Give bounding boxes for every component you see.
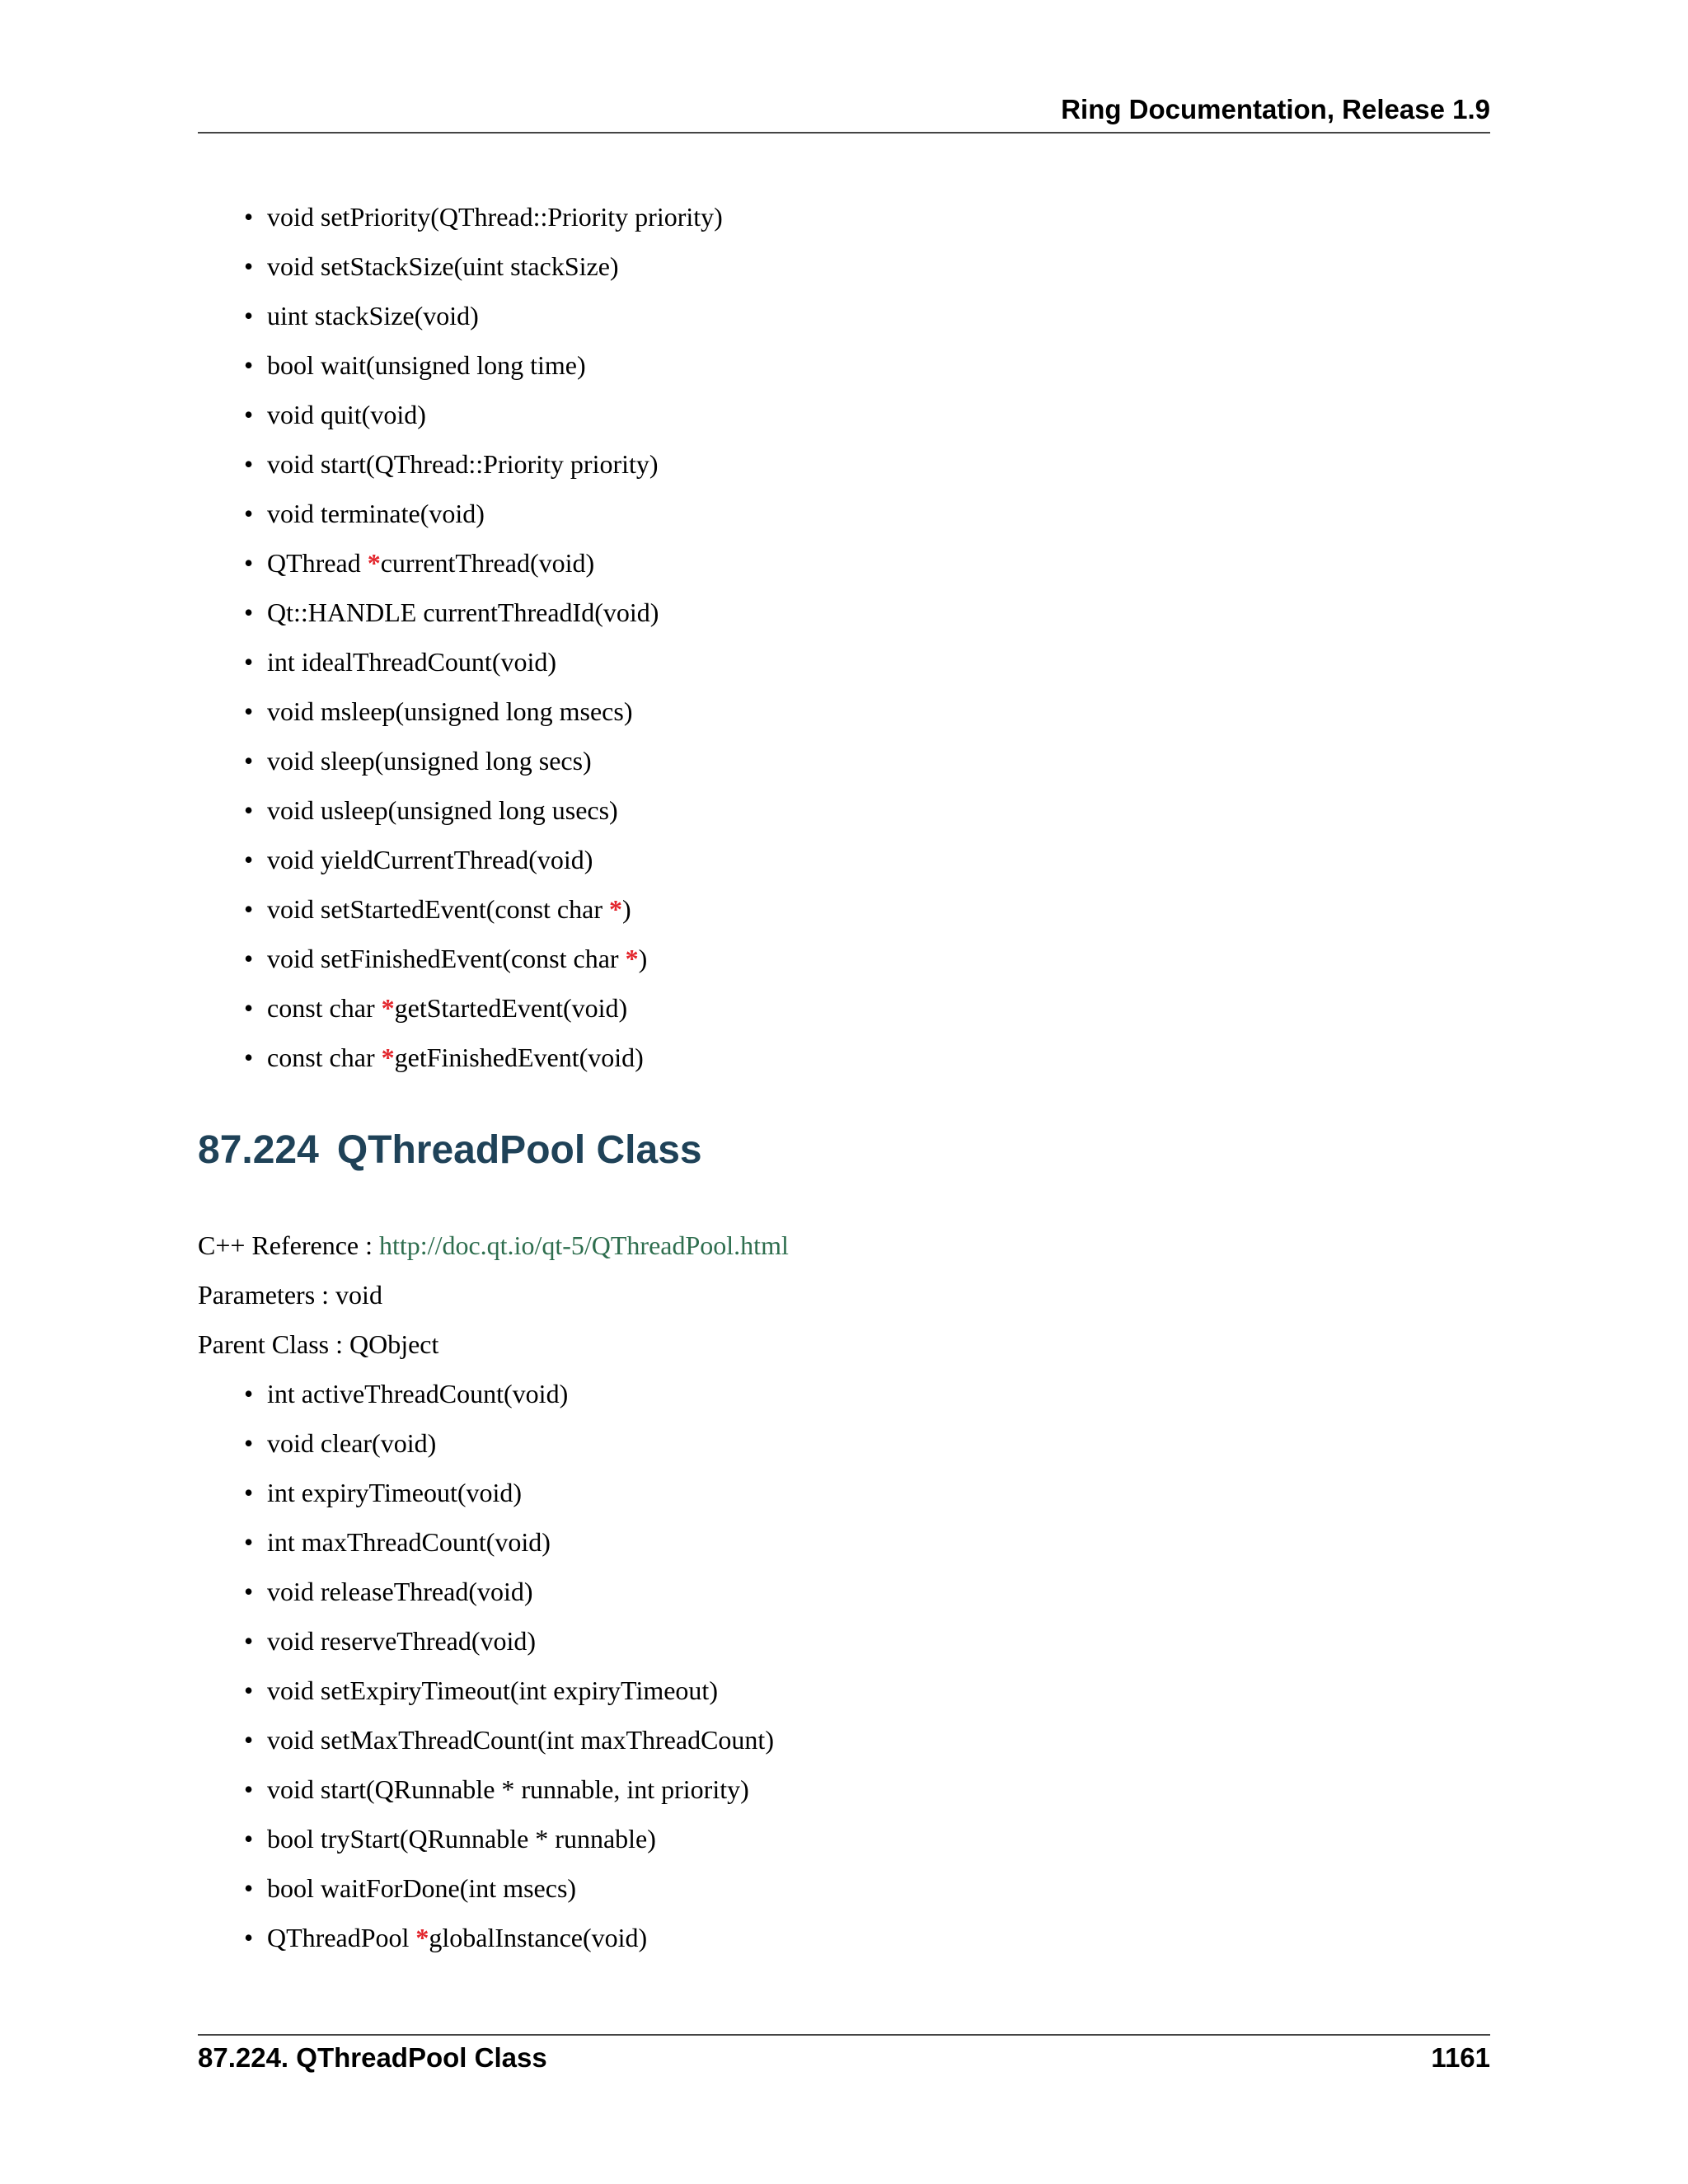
list-item: • bool wait(unsigned long time): [198, 346, 723, 396]
list-item: • void setStackSize(uint stackSize): [198, 247, 723, 297]
section-title: QThreadPool Class: [336, 1128, 702, 1172]
list-item: • void releaseThread(void): [198, 1572, 774, 1622]
bullet-icon: •: [244, 301, 254, 330]
section-heading: [198, 1127, 702, 1173]
list-item: • void quit(void): [198, 396, 723, 445]
list-item: • void yieldCurrentThread(void): [198, 841, 723, 890]
list-item: • void setFinishedEvent(const char *): [198, 940, 723, 989]
list-item: • uint stackSize(void): [198, 297, 723, 346]
bullet-icon: •: [244, 449, 254, 479]
bullet-icon: •: [244, 1923, 254, 1952]
bullet-icon: •: [244, 548, 254, 578]
bullet-icon: •: [244, 1527, 254, 1557]
bullet-icon: •: [244, 499, 254, 528]
bullet-icon: •: [244, 1478, 254, 1507]
list-item: • void reserveThread(void): [198, 1622, 774, 1671]
page-header: [198, 91, 1490, 134]
bullet-icon: •: [244, 1043, 254, 1072]
list-item: • void setMaxThreadCount(int maxThreadCount): [198, 1721, 774, 1770]
list-item: • Qt::HANDLE currentThreadId(void): [198, 593, 723, 643]
bullet-icon: •: [244, 894, 254, 924]
bullet-icon: •: [244, 400, 254, 429]
bullet-icon: •: [244, 696, 254, 726]
bullet-icon: •: [244, 944, 254, 973]
footer-section-title: 87.224. QThreadPool Class: [198, 2042, 547, 2073]
qthread-method-list: [198, 198, 723, 1088]
header-title: Ring Documentation, Release 1.9: [1061, 94, 1490, 124]
section-number: 87.224: [198, 1128, 319, 1172]
reference-link[interactable]: http://doc.qt.io/qt-5/QThreadPool.html: [379, 1230, 789, 1260]
page-number: 1161: [1431, 2042, 1490, 2073]
bullet-icon: •: [244, 1774, 254, 1804]
list-item: • int activeThreadCount(void): [198, 1375, 774, 1424]
document-page: [198, 0, 1490, 2184]
qthreadpool-method-list: [198, 1375, 774, 1968]
list-item: • void start(QRunnable * runnable, int priority): [198, 1770, 774, 1820]
list-item: • QThread *currentThread(void): [198, 544, 723, 593]
list-item: • void setExpiryTimeout(int expiryTimeout): [198, 1671, 774, 1721]
list-item: • void msleep(unsigned long msecs): [198, 692, 723, 742]
list-item: • int expiryTimeout(void): [198, 1474, 774, 1523]
bullet-icon: •: [244, 746, 254, 776]
list-item: • void start(QThread::Priority priority): [198, 445, 723, 494]
list-item: • void clear(void): [198, 1424, 774, 1474]
bullet-icon: •: [244, 1379, 254, 1408]
list-item: • void usleep(unsigned long usecs): [198, 791, 723, 841]
parent-class-line: Parent Class : QObject: [198, 1329, 439, 1359]
bullet-icon: •: [244, 1725, 254, 1755]
list-item: • QThreadPool *globalInstance(void): [198, 1919, 774, 1968]
list-item: • const char *getStartedEvent(void): [198, 989, 723, 1038]
bullet-icon: •: [244, 1577, 254, 1606]
bullet-icon: •: [244, 1626, 254, 1656]
pointer-star: *: [625, 944, 639, 973]
page-footer: [198, 2034, 1490, 2085]
bullet-icon: •: [244, 1675, 254, 1705]
bullet-icon: •: [244, 202, 254, 232]
pointer-star: *: [381, 993, 395, 1023]
bullet-icon: •: [244, 845, 254, 874]
pointer-star: *: [608, 894, 622, 924]
cpp-reference: [198, 1226, 789, 1264]
bullet-icon: •: [244, 795, 254, 825]
list-item: • const char *getFinishedEvent(void): [198, 1038, 723, 1088]
list-item: • void setPriority(QThread::Priority priority): [198, 198, 723, 247]
bullet-icon: •: [244, 993, 254, 1023]
bullet-icon: •: [244, 1428, 254, 1458]
bullet-icon: •: [244, 647, 254, 677]
parameters-line: Parameters : void: [198, 1280, 382, 1310]
bullet-icon: •: [244, 598, 254, 627]
bullet-icon: •: [244, 1824, 254, 1854]
list-item: • bool waitForDone(int msecs): [198, 1869, 774, 1919]
bullet-icon: •: [244, 350, 254, 380]
list-item: • int maxThreadCount(void): [198, 1523, 774, 1572]
bullet-icon: •: [244, 1873, 254, 1903]
pointer-star: *: [381, 1043, 395, 1072]
list-item: • void setStartedEvent(const char *): [198, 890, 723, 940]
bullet-icon: •: [244, 251, 254, 281]
list-item: • int idealThreadCount(void): [198, 643, 723, 692]
reference-label: C++ Reference :: [198, 1230, 379, 1260]
pointer-star: *: [367, 548, 381, 578]
list-item: • bool tryStart(QRunnable * runnable): [198, 1820, 774, 1869]
list-item: • void sleep(unsigned long secs): [198, 742, 723, 791]
list-item: • void terminate(void): [198, 494, 723, 544]
pointer-star: *: [415, 1923, 429, 1952]
